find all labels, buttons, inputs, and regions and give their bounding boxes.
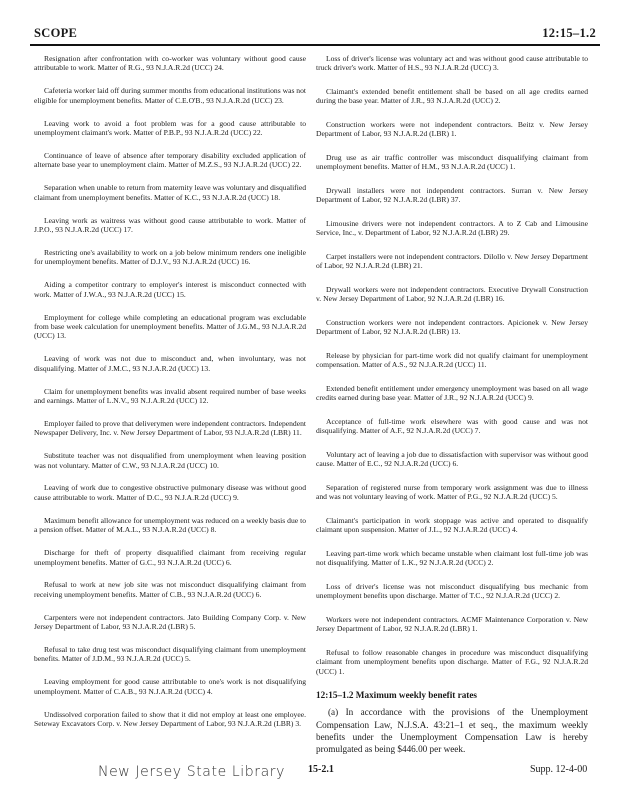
annotation-entry: Refusal to follow reasonable changes in procedure was misconduct disqualifying claimant from unemployment benefits upon discharge. Matter of F.G., 92 N.J.A.R.2d (UCC) 1. [316,648,588,676]
annotation-entry: Discharge for theft of property disqualified claimant from receiving regular unemployment benefits. Matter of G.C., 93 N.J.A.R.2d (UCC) 6. [34,548,306,567]
running-header [30,24,600,46]
annotation-entry: Refusal to work at new job site was not misconduct disqualifying claimant from receiving unemployment benefits. Matter of C.B., 93 N.J.A.R.2d (UCC) 6. [34,580,306,599]
annotation-entry: Carpet installers were not independent contractors. Dilollo v. New Jersey Department of Labor, 92 N.J.A.R.2d (LBR) 21. [316,252,588,271]
left-column [34,54,306,742]
annotation-entry: Claim for unemployment benefits was invalid absent required number of base weeks and earnings. Matter of L.N.V., 93 N.J.A.R.2d (UCC) 12. [34,386,306,405]
right-column [316,54,588,755]
annotation-entry: Voluntary act of leaving a job due to dissatisfaction with supervisor was without good cause. Matter of E.C., 92 N.J.A.R.2d (UCC) 6. [316,450,588,469]
annotation-entry: Aiding a competitor contrary to employer's interest is misconduct connected with work. Matter of J.W.A., 93 N.J.A.R.2d (UCC) 15. [34,280,306,299]
annotation-entry: Claimant's extended benefit entitlement shall be based on all age credits earned during the base year. Matter of J.R., 93 N.J.A.R.2d (UCC) 2. [316,87,588,106]
annotation-entry: Workers were not independent contractors. ACMF Maintenance Corporation v. New Jersey Department of Labor, 92 N.J.A.R.2d (LBR) 1. [316,615,588,634]
annotation-entry: Loss of driver's license was not misconduct disqualifying bus mechanic from unemployment benefits upon discharge. Matter of T.C., 92 N.J.A.R.2d (UCC) 2. [316,582,588,601]
annotation-entry: Drug use as air traffic controller was misconduct disqualifying claimant from unemployment benefits. Matter of H.M., 93 N.J.A.R.2d (UCC) 1. [316,153,588,172]
section-body-paragraph: (a) In accordance with the provisions of the Unemployment Compensation Law, N.J.S.A. 43:21–1 et seq., the maximum weekly benefits under the Unemployment Compensation Law is hereby promulgated as being $446.00 per week. [316,707,588,755]
annotation-entry: Release by physician for part-time work did not qualify claimant for unemployment compensation. Matter of A.S., 92 N.J.A.R.2d (UCC) 11. [316,351,588,370]
annotation-entry: Resignation after confrontation with co-worker was voluntary without good cause attributable to work. Matter of R.G., 93 N.J.A.R.2d (UCC) 24. [34,54,306,73]
supplement-date: Supp. 12-4-00 [530,764,588,775]
annotation-entry: Leaving work as waitress was without good cause attributable to work. Matter of J.P.O., 93 N.J.A.R.2d (UCC) 17. [34,215,306,234]
annotation-entry: Separation when unable to return from maternity leave was voluntary and disqualified claimant from unemployment benefits. Matter of K.C., 93 N.J.A.R.2d (UCC) 18. [34,183,306,202]
annotation-entry: Carpenters were not independent contractors. Jato Building Company Corp. v. New Jersey Department of Labor, 93 N.J.A.R.2d (LBR) 5. [34,612,306,632]
right-entries-list [316,54,588,676]
annotation-entry: Acceptance of full-time work elsewhere was with good cause and was not disqualifying. Matter of A.F., 92 N.J.A.R.2d (UCC) 7. [316,417,588,436]
annotation-entry: Leaving part-time work which became unstable when claimant lost full-time job was not disqualifying. Matter of L.K., 92 N.J.A.R.2d (UCC) 2. [316,549,588,568]
section-heading: 12:15–1.2 Maximum weekly benefit rates [316,690,478,701]
annotation-entry: Extended benefit entitlement under emergency unemployment was based on all wage credits earned during base year. Matter of J.R., 92 N.J.A.R.2d (UCC) 9. [316,384,588,403]
annotation-entry: Leaving of work was not due to misconduct and, when involuntary, was not disqualifying. Matter of J.M.C., 93 N.J.A.R.2d (UCC) 13. [34,354,306,373]
annotation-entry: Claimant's participation in work stoppage was active and operated to disqualify claimant upon suspension. Matter of J.L., 92 N.J.A.R.2d (UCC) 4. [316,516,588,535]
annotation-entry: Restricting one's availability to work on a job below minimum renders one ineligible for unemployment benefits. Matter of D.J.V., 93 N.J.A.R.2d (UCC) 16. [34,247,306,267]
annotation-entry: Maximum benefit allowance for unemployment was reduced on a weekly basis due to a pension offset. Matter of M.A.L., 93 N.J.A.R.2d (UCC) 8. [34,515,306,535]
annotation-entry: Limousine drivers were not independent contractors. A to Z Cab and Limousine Service, Inc., v. Department of Labor, 92 N.J.A.R.2d (LBR) 29. [316,219,588,238]
annotation-entry: Substitute teacher was not disqualified from unemployment when leaving position was not voluntary. Matter of C.W., 93 N.J.A.R.2d (UCC) 10. [34,451,306,470]
annotation-entry: Loss of driver's license was voluntary act and was without good cause attributable to truck driver's work. Matter of H.S., 93 N.J.A.R.2d (UCC) 3. [316,54,588,73]
annotation-entry: Cafeteria worker laid off during summer months from educational institutions was not eligible for unemployment benefits. Matter of C.E.O'B., 93 N.J.A.R.2d (UCC) 23. [34,86,306,105]
annotation-entry: Leaving employment for good cause attributable to one's work is not disqualifying unemployment. Matter of C.A.B., 93 N.J.A.R.2d (UCC) 4. [34,677,306,696]
annotation-entry: Construction workers were not independent contractors. Beitz v. New Jersey Department of Labor, 93 N.J.A.R.2d (LBR) 1. [316,120,588,139]
annotation-entry: Construction workers were not independent contractors. Apicionek v. New Jersey Department of Labor, 92 N.J.A.R.2d (LBR) 13. [316,318,588,337]
annotation-entry: Employment for college while completing an educational program was excludable from base week calculation for unemployment benefits. Matter of J.G.M., 93 N.J.A.R.2d (UCC) 13. [34,312,306,341]
header-section-name: SCOPE [34,26,78,40]
annotation-entry: Refusal to take drug test was misconduct disqualifying claimant from unemployment benefits. Matter of J.D.M., 93 N.J.A.R.2d (UCC) 5. [34,645,306,664]
annotation-entry: Drywall workers were not independent contractors. Executive Drywall Construction v. New Jersey Department of Labor, 92 N.J.A.R.2d (LBR) 16. [316,285,588,304]
annotation-entry: Undissolved corporation failed to show that it did not employ at least one employee. Seteway Excavators Corp. v. New Jersey Department of Labor, 93 N.J.A.R.2d (LBR) 3. [34,709,306,729]
header-section-number: 12:15–1.2 [542,26,596,40]
annotation-entry: Drywall installers were not independent contractors. Surran v. New Jersey Department of Labor, 92 N.J.A.R.2d (LBR) 37. [316,186,588,205]
annotation-entry: Leaving of work due to congestive obstructive pulmonary disease was without good cause attributable to work. Matter of D.C., 93 N.J.A.R.2d (UCC) 9. [34,483,306,502]
annotation-entry: Leaving work to avoid a foot problem was for a good cause attributable to unemployment claimant's work. Matter of P.B.P., 93 N.J.A.R.2d (UCC) 22. [34,118,306,138]
library-stamp: New Jersey State Library [98,764,285,780]
annotation-entry: Employer failed to prove that deliverymen were independent contractors. Independent Newspaper Delivery, Inc. v. New Jersey Department of Labor, 93 N.J.A.R.2d (LBR) 11. [34,418,306,438]
page-number: 15-2.1 [308,764,334,775]
annotation-entry: Separation of registered nurse from temporary work assignment was due to illness and was not voluntary leaving of work. Matter of P.G., 92 N.J.A.R.2d (UCC) 5. [316,483,588,502]
annotation-entry: Continuance of leave of absence after temporary disability excluded application of alternate base year to unemployment claim. Matter of M.Z.S., 93 N.J.A.R.2d (UCC) 22. [34,150,306,170]
